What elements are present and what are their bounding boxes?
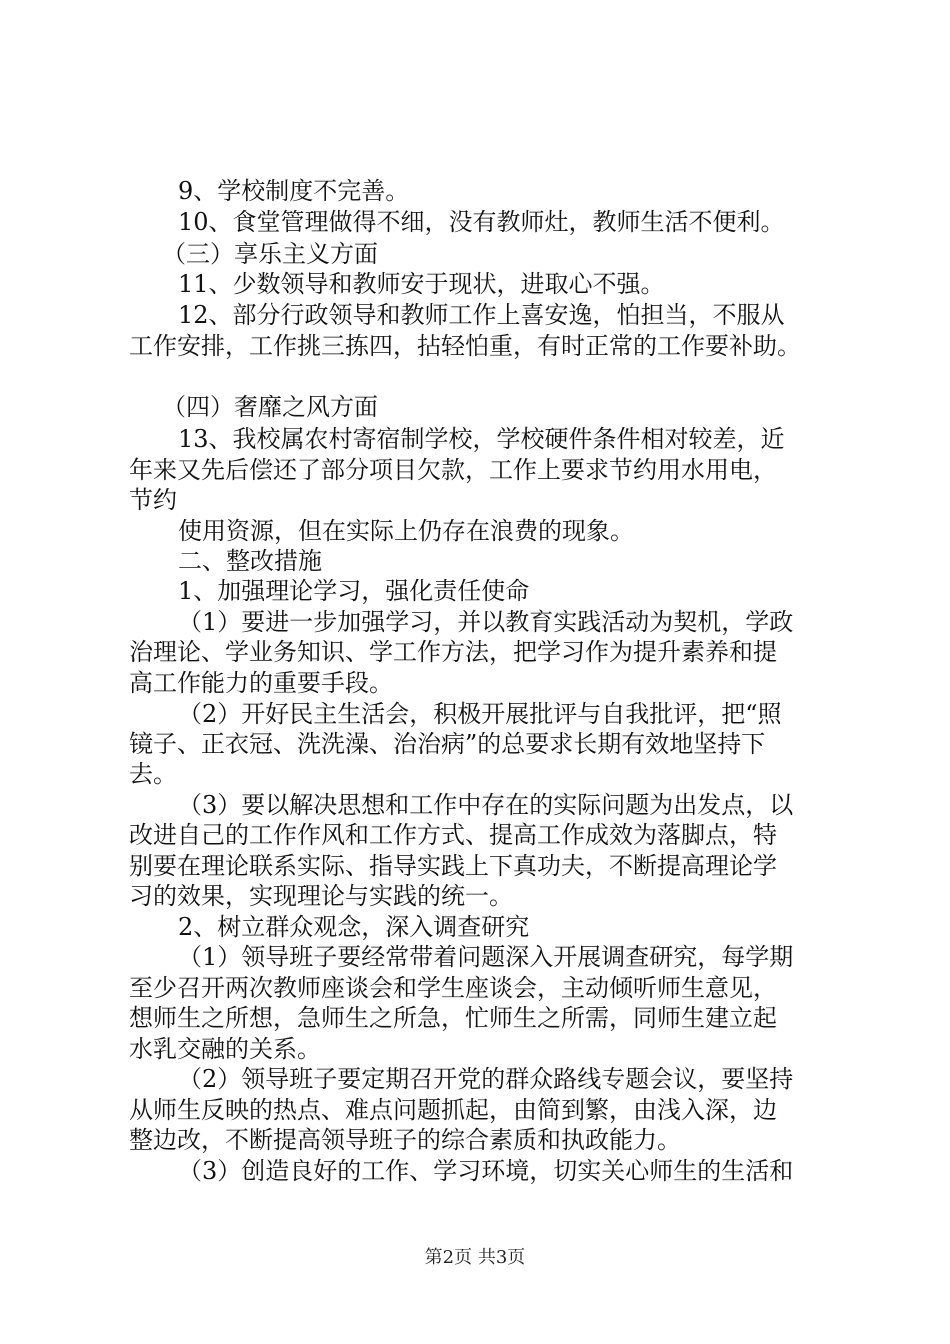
text-line: 习的效果，实现理论与实践的统一。 (129, 882, 513, 910)
text-line: （2）领导班子要定期召开党的群众路线专题会议，要坚持 (178, 1065, 794, 1093)
text-line: 使用资源，但在实际上仍存在浪费的现象。 (178, 517, 634, 545)
text-line: 镜子、正衣冠、洗洗澡、治治病”的总要求长期有效地坚持下 (129, 730, 766, 758)
text-line: 节约 (129, 486, 177, 514)
text-line: 整边改，不断提高领导班子的综合素质和执政能力。 (129, 1126, 681, 1154)
text-line: 高工作能力的重要手段。 (129, 669, 393, 697)
text-line: 从师生反映的热点、难点问题抓起，由简到繁，由浅入深，边 (129, 1096, 777, 1124)
section-heading: 1、加强理论学习，强化责任使命 (178, 577, 530, 605)
text-line: 9、学校制度不完善。 (178, 177, 410, 205)
text-line: （1）领导班子要经常带着问题深入开展调查研究，每学期 (178, 943, 794, 971)
section-heading: （三）享乐主义方面 (162, 240, 378, 268)
text-line: 10、食堂管理做得不细，没有教师灶，教师生活不便利。 (178, 208, 785, 236)
text-line: 去。 (129, 760, 177, 788)
section-heading: 2、树立群众观念，深入调查研究 (178, 913, 530, 941)
text-line: 别要在理论联系实际、指导实践上下真功夫，不断提高理论学 (129, 852, 777, 880)
text-line: 工作安排，工作挑三拣四，拈轻怕重，有时正常的工作要补助。 (129, 332, 801, 360)
section-heading: （四）奢靡之风方面 (162, 393, 378, 421)
section-heading: 二、整改措施 (178, 547, 322, 575)
text-line: （3）创造良好的工作、学习环境，切实关心师生的生活和 (178, 1157, 794, 1185)
text-line: 13、我校属农村寄宿制学校，学校硬件条件相对较差，近 (178, 425, 785, 453)
text-line: 年来又先后偿还了部分项目欠款，工作上要求节约用水用电， (129, 456, 777, 484)
text-line: （2）开好民主生活会，积极开展批评与自我批评，把“照 (178, 700, 782, 728)
text-line: 至少召开两次教师座谈会和学生座谈会，主动倾听师生意见， (129, 974, 777, 1002)
text-line: （3）要以解决思想和工作中存在的实际问题为出发点，以 (178, 791, 794, 819)
page-number-footer: 第2页 共3页 (424, 1247, 526, 1268)
text-line: 想师生之所想，急师生之所急，忙师生之所需，同师生建立起 (129, 1004, 777, 1032)
text-line: 11、少数领导和教师安于现状，进取心不强。 (178, 270, 665, 298)
text-line: 治理论、学业务知识、学工作方法，把学习作为提升素养和提 (129, 638, 777, 666)
text-line: 12、部分行政领导和教师工作上喜安逸，怕担当，不服从 (178, 301, 785, 329)
text-line: （1）要进一步加强学习，并以教育实践活动为契机，学政 (178, 608, 794, 636)
text-line: 改进自己的工作作风和工作方式、提高工作成效为落脚点，特 (129, 821, 777, 849)
text-line: 水乳交融的关系。 (129, 1035, 321, 1063)
